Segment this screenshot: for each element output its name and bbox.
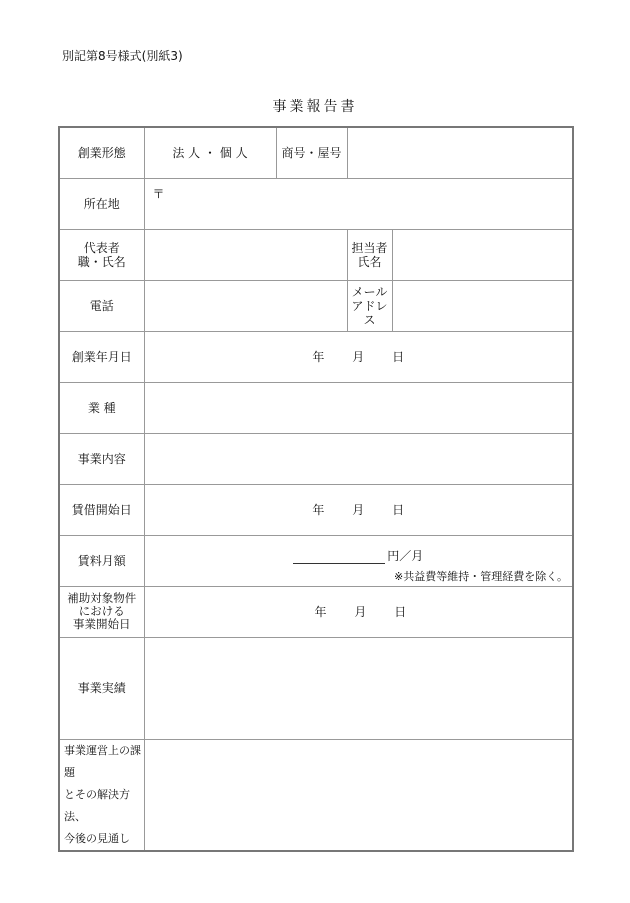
email-field[interactable] [392, 280, 573, 331]
representative-label [59, 229, 144, 280]
subsidy-start-label [59, 586, 144, 637]
representative-label-line2: 職・氏名 [77, 254, 126, 269]
lease-start-month: 月 [352, 503, 365, 517]
business-report-table [58, 126, 574, 852]
subsidy-start-year: 年 [314, 605, 327, 619]
business-results-label: 事業実績 [59, 637, 144, 739]
postal-mark: 〒 [152, 186, 165, 201]
monthly-rent-field[interactable] [144, 535, 573, 586]
contact-person-field[interactable] [392, 229, 573, 280]
founding-date-day: 日 [392, 350, 405, 364]
founding-date-month: 月 [352, 350, 365, 364]
row-phone [59, 280, 573, 331]
business-results-field[interactable] [144, 637, 573, 739]
contact-person-label-line2: 氏名 [357, 254, 382, 269]
founding-form-options[interactable]: 法 人 ・ 個 人 [144, 127, 276, 178]
subsidy-start-label-line2: における [78, 604, 125, 618]
trade-name-field[interactable] [347, 127, 573, 178]
founding-date-year: 年 [312, 350, 325, 364]
row-issues [59, 739, 573, 851]
business-content-label: 事業内容 [59, 433, 144, 484]
email-label [347, 280, 392, 331]
address-label: 所在地 [59, 178, 144, 229]
document-title: 事業報告書 [272, 99, 358, 115]
industry-field[interactable] [144, 382, 573, 433]
founding-date-label: 創業年月日 [59, 331, 144, 382]
subsidy-start-field[interactable] [144, 586, 573, 637]
lease-start-label: 賃借開始日 [59, 484, 144, 535]
subsidy-start-day: 日 [394, 605, 407, 619]
subsidy-start-label-line3: 事業開始日 [73, 617, 131, 631]
subsidy-start-label-line1: 補助対象物件 [67, 591, 137, 605]
monthly-rent-unit: 円／月 [387, 549, 424, 563]
email-label-line1: メール [351, 284, 388, 299]
representative-label-line1: 代表者 [83, 240, 120, 255]
lease-start-field[interactable] [144, 484, 573, 535]
founding-form-label: 創業形態 [59, 127, 144, 178]
row-industry [59, 382, 573, 433]
issues-label-line1: 事業運営上の課題 [64, 743, 141, 779]
row-founding-date [59, 331, 573, 382]
row-representative [59, 229, 573, 280]
row-monthly-rent [59, 535, 573, 586]
monthly-rent-note: ※共益費等維持・管理経費を除く。 [394, 569, 568, 583]
form-number: 別記第8号様式(別紙3) [62, 49, 183, 63]
row-subsidy-start [59, 586, 573, 637]
lease-start-day: 日 [392, 503, 405, 517]
email-label-line2: アドレス [351, 298, 388, 327]
row-business-results [59, 637, 573, 739]
row-founding-form [59, 127, 573, 178]
contact-person-label-line1: 担当者 [351, 240, 388, 255]
industry-label: 業 種 [59, 382, 144, 433]
row-business-content [59, 433, 573, 484]
lease-start-year: 年 [312, 503, 325, 517]
business-content-field[interactable] [144, 433, 573, 484]
trade-name-label: 商号・屋号 [276, 127, 347, 178]
issues-label [59, 739, 144, 851]
row-lease-start [59, 484, 573, 535]
monthly-rent-blank[interactable] [293, 551, 385, 564]
founding-date-field[interactable] [144, 331, 573, 382]
representative-field[interactable] [144, 229, 347, 280]
phone-label: 電話 [59, 280, 144, 331]
subsidy-start-month: 月 [354, 605, 367, 619]
monthly-rent-label: 賃料月額 [59, 535, 144, 586]
contact-person-label [347, 229, 392, 280]
issues-label-line2: とその解決方法、 [64, 787, 130, 823]
phone-field[interactable] [144, 280, 347, 331]
address-field[interactable] [144, 178, 573, 229]
issues-field[interactable] [144, 739, 573, 851]
issues-label-line3: 今後の見通し [64, 831, 130, 845]
row-address [59, 178, 573, 229]
